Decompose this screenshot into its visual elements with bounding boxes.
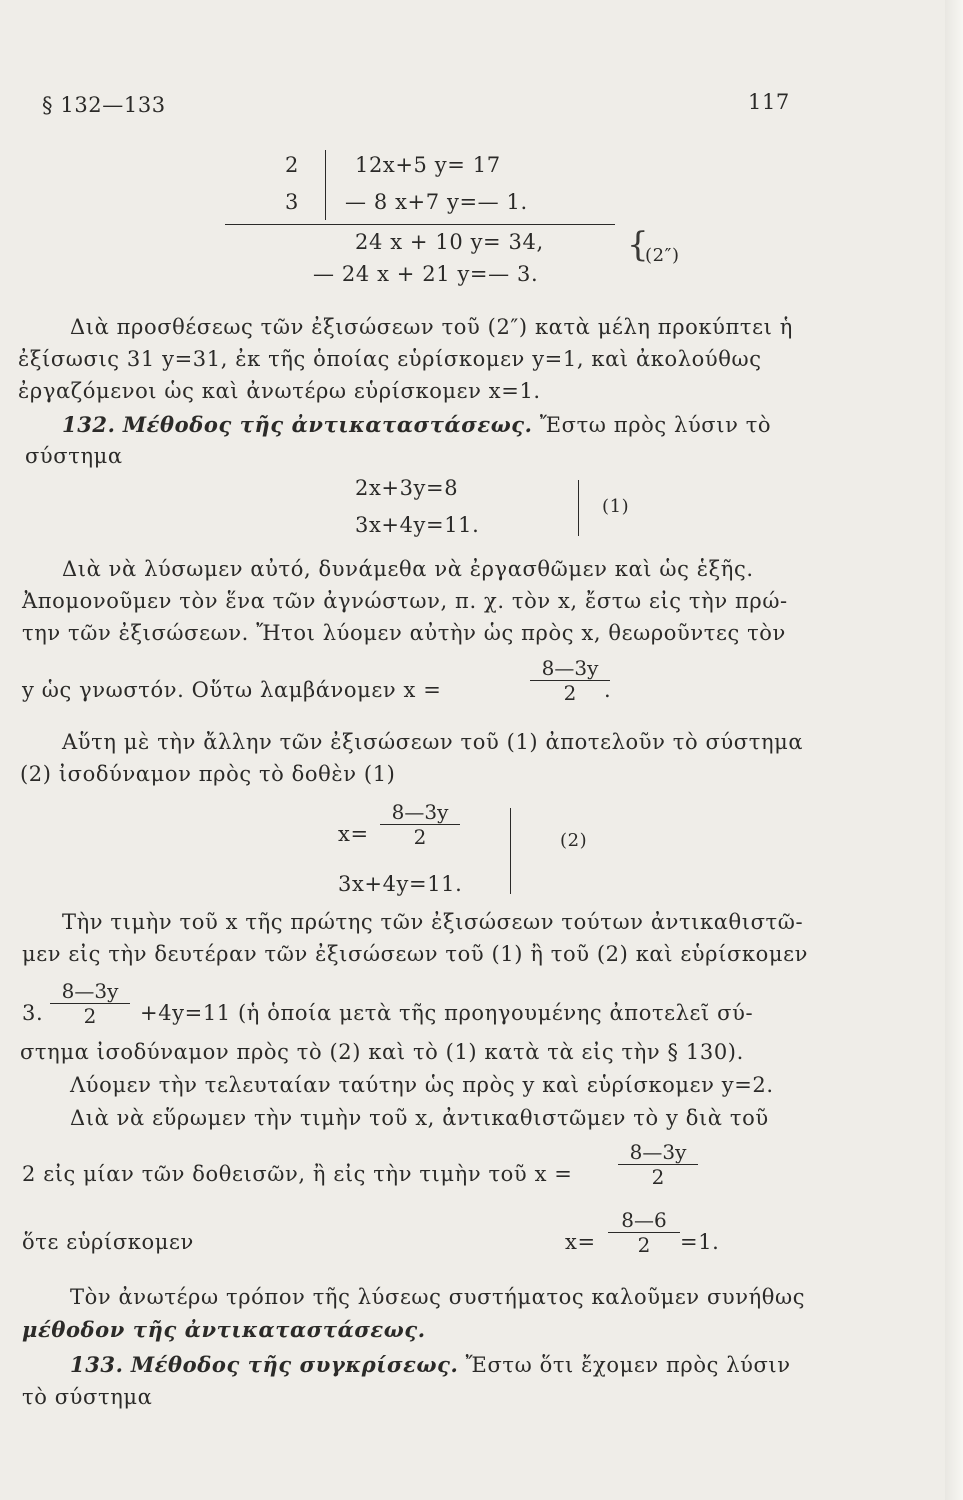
equation-x-lhs: x= [565, 1230, 596, 1254]
text-line: Ἀπομονοῦμεν τὸν ἕνα τῶν ἀγνώστων, π. χ. τὸν x, ἔστω εἰς τὴν πρώ- [22, 589, 788, 613]
section-number: 133. [70, 1352, 124, 1377]
period: . [604, 678, 612, 702]
multiplier-3: 3 [285, 190, 299, 214]
text-fragment: Ἔστω πρὸς λύσιν τὸ [539, 413, 772, 437]
fraction-system2 [380, 800, 460, 849]
fraction-x [530, 656, 610, 705]
fraction-numerator: 8—3y [380, 800, 460, 825]
system-bracket [510, 808, 511, 894]
fraction-denominator: 2 [413, 825, 427, 849]
page-number: 117 [748, 90, 790, 114]
text-prefix-3: 3. [22, 1001, 44, 1025]
sum-rule [225, 224, 615, 225]
text-line: Τὸν ἀνωτέρω τρόπον τῆς λύσεως συστήματος καλοῦμεν συνήθως [70, 1285, 806, 1309]
text-line: Τὴν τιμὴν τοῦ x τῆς πρώτης τῶν ἐξισώσεων τούτων ἀντικαθιστῶ- [62, 910, 804, 934]
fraction-denominator: 2 [83, 1004, 97, 1028]
equation-24x10y: 24 x + 10 y= 34, [355, 230, 544, 254]
brace: { [627, 225, 649, 265]
fraction-result [608, 1208, 680, 1257]
equation-12x5y: 12x+5 y= 17 [355, 153, 501, 177]
text-line: Διὰ νὰ λύσωμεν αὐτό, δυνάμεθα νὰ ἐργασθῶμεν καὶ ὡς ἑξῆς. [62, 557, 754, 581]
text-line: ἐργαζόμενοι ὡς καὶ ἀνωτέρω εὑρίσκομεν x=1. [18, 379, 541, 403]
text-fragment: Ἔστω ὅτι ἔχομεν πρὸς λύσιν [465, 1353, 791, 1377]
text-line: στημα ἰσοδύναμον πρὸς τὸ (2) καὶ τὸ (1) κατὰ τὰ εἰς τὴν § 130). [20, 1040, 744, 1064]
text-line: ὅτε εὑρίσκομεν [22, 1230, 194, 1254]
text-line: Λύομεν τὴν τελευταίαν ταύτην ὡς πρὸς y καὶ εὑρίσκομεν y=2. [70, 1073, 774, 1097]
text-line: 2 εἰς μίαν τῶν δοθεισῶν, ἢ εἰς τὴν τιμὴν τοῦ x = [22, 1162, 573, 1186]
equation-2x3y: 2x+3y=8 [355, 476, 459, 500]
equation-8x7y: — 8 x+7 y=— 1. [345, 190, 528, 214]
text-line: Διὰ νὰ εὕρωμεν τὴν τιμὴν τοῦ x, ἀντικαθιστῶμεν τὸ y διὰ τοῦ [70, 1106, 769, 1130]
fraction-denominator: 2 [637, 1233, 651, 1257]
system-bracket [578, 480, 579, 536]
fraction-numerator: 8—3y [618, 1140, 698, 1165]
label-1: (1) [602, 496, 630, 517]
section-number: 132. [62, 412, 116, 437]
multiplier-2: 2 [285, 153, 299, 177]
fraction-denominator: 2 [651, 1165, 665, 1189]
text-line: ἐξίσωσις 31 y=31, ἐκ τῆς ὁποίας εὑρίσκομεν y=1, καὶ ἀκολούθως [18, 347, 762, 371]
multiplier-divider [325, 150, 326, 220]
fraction-numerator: 8—3y [50, 979, 130, 1004]
section-133-heading [70, 1352, 791, 1377]
fraction-denominator: 2 [563, 681, 577, 705]
page-edge [945, 0, 963, 1500]
section-title: Μέθοδος τῆς ἀντικαταστάσεως. [122, 412, 533, 437]
fraction-numerator: 8—3y [530, 656, 610, 681]
text-line: +4y=11 (ἡ ὁποία μετὰ τῆς προηγουμένης ἀποτελεῖ σύ- [140, 1001, 754, 1025]
fraction-substitution [50, 979, 130, 1028]
label-2pp: (2″) [645, 245, 680, 266]
section-132-heading [62, 412, 771, 437]
method-name: μέθοδον τῆς ἀντικαταστάσεως. [22, 1317, 426, 1342]
section-range: § 132—133 [42, 93, 166, 117]
equation-3x4y: 3x+4y=11. [355, 513, 480, 537]
text-line: τὸ σύστημα [22, 1385, 153, 1409]
equation-24x21y: — 24 x + 21 y=— 3. [313, 262, 539, 286]
text-line: y ὡς γνωστόν. Οὕτω λαμβάνομεν x = [22, 678, 442, 702]
text-line: μεν εἰς τὴν δευτέραν τῶν ἐξισώσεων τοῦ (1) ἢ τοῦ (2) καὶ εὑρίσκομεν [22, 942, 808, 966]
text-line: Αὕτη μὲ τὴν ἄλλην τῶν ἐξισώσεων τοῦ (1) ἀποτελοῦν τὸ σύστημα [62, 730, 804, 754]
text-line: σύστημα [25, 444, 123, 468]
fraction-numerator: 8—6 [608, 1208, 680, 1233]
fraction-value-x [618, 1140, 698, 1189]
equation-3x4y-2: 3x+4y=11. [338, 872, 463, 896]
label-2: (2) [560, 830, 588, 851]
text-line: (2) ἰσοδύναμον πρὸς τὸ δοθὲν (1) [20, 762, 396, 786]
equation-result: =1. [680, 1230, 720, 1254]
text-line: την τῶν ἐξισώσεων. Ἤτοι λύομεν αὐτὴν ὡς πρὸς x, θεωροῦντες τὸν [22, 621, 786, 645]
text-line: Διὰ προσθέσεως τῶν ἐξισώσεων τοῦ (2″) κατὰ μέλη προκύπτει ἡ [70, 315, 793, 339]
equation-x-lhs: x= [338, 822, 369, 846]
section-title: Μέθοδος τῆς συγκρίσεως. [130, 1352, 459, 1377]
